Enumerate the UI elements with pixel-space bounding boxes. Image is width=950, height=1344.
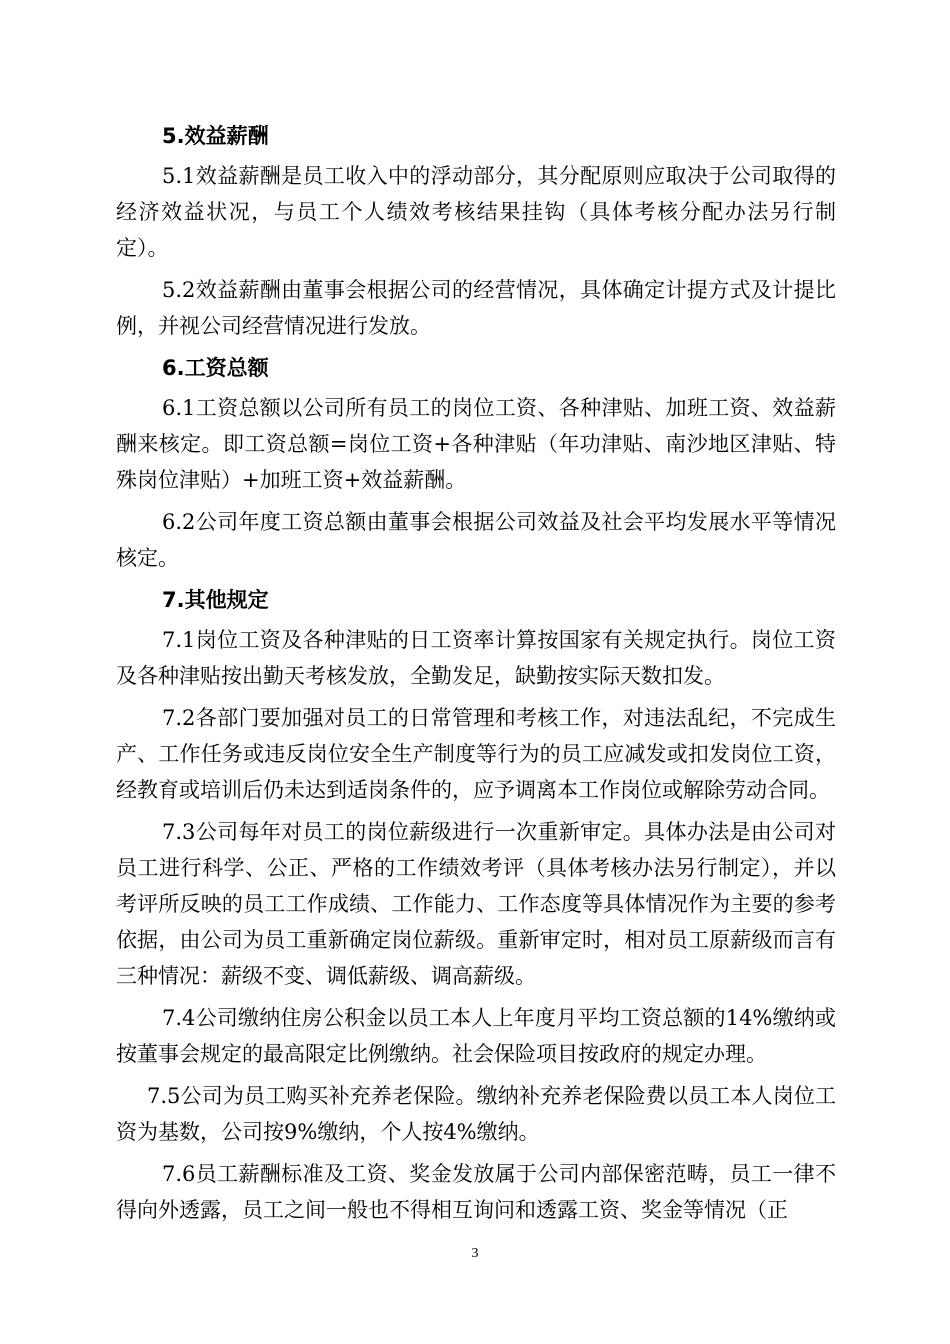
paragraph-5-1: 5.1效益薪酬是员工收入中的浮动部分，其分配原则应取决于公司取得的经济效益状况，与员工个人绩效考核结果挂钩（具体考核分配办法另行制定）。 [116,164,836,260]
section-heading-7: 7.其他规定 [162,588,269,612]
paragraph-7-6: 7.6员工薪酬标准及工资、奖金发放属于公司内部保密范畴，员工一律不得向外透露，员工之间一般也不得相互询问和透露工资、奖金等情况（正 [116,1162,836,1222]
paragraph-6-2: 6.2公司年度工资总额由董事会根据公司效益及社会平均发展水平等情况核定。 [116,510,836,570]
paragraph-7-4: 7.4公司缴纳住房公积金以员工本人上年度月平均工资总额的14%缴纳或按董事会规定的最高限定比例缴纳。社会保险项目按政府的规定办理。 [116,1006,836,1066]
document-body [116,118,836,1234]
paragraph-5-2: 5.2效益薪酬由董事会根据公司的经营情况，具体确定计提方式及计提比例，并视公司经营情况进行发放。 [116,278,836,338]
section-heading-5: 5.效益薪酬 [162,124,269,148]
page-number: 3 [471,1246,479,1261]
paragraph-7-2: 7.2各部门要加强对员工的日常管理和考核工作，对违法乱纪，不完成生产、工作任务或违反岗位安全生产制度等行为的员工应减发或扣发岗位工资，经教育或培训后仍未达到适岗条件的，应予调离本工作岗位或解除劳动合同。 [116,706,836,802]
paragraph-6-1: 6.1工资总额以公司所有员工的岗位工资、各种津贴、加班工资、效益薪酬来核定。即工资总额=岗位工资+各种津贴（年功津贴、南沙地区津贴、特殊岗位津贴）+加班工资+效益薪酬。 [116,396,836,492]
paragraph-7-5: 7.5公司为员工购买补充养老保险。缴纳补充养老保险费以员工本人岗位工资为基数，公司按9%缴纳，个人按4%缴纳。 [116,1084,836,1144]
section-heading-6: 6.工资总额 [162,356,269,380]
paragraph-7-3: 7.3公司每年对员工的岗位薪级进行一次重新审定。具体办法是由公司对员工进行科学、公正、严格的工作绩效考评（具体考核办法另行制定），并以考评所反映的员工工作成绩、工作能力、工作态度等具体情况作为主要的参考依据，由公司为员工重新确定岗位薪级。重新审定时，相对员工原薪级而言有三种情况：薪级不变、调低薪级、调高薪级。 [116,820,836,988]
paragraph-7-1: 7.1岗位工资及各种津贴的日工资率计算按国家有关规定执行。岗位工资及各种津贴按出勤天考核发放，全勤发足，缺勤按实际天数扣发。 [116,628,836,688]
